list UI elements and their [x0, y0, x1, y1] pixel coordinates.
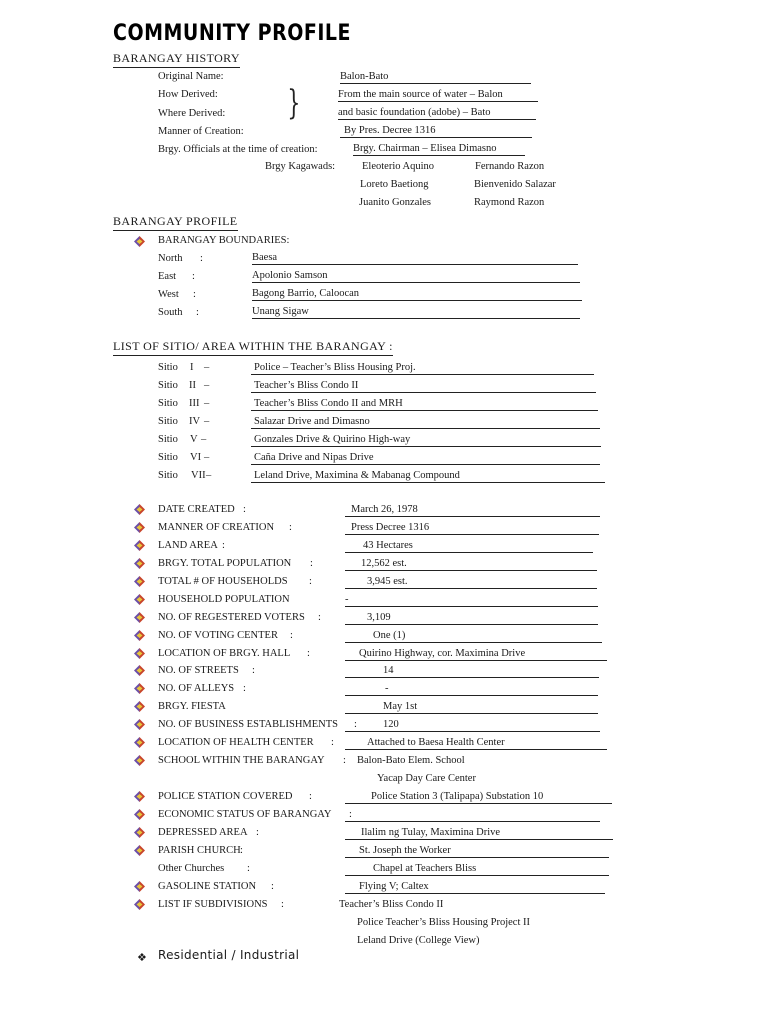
sitio-sep: –	[204, 398, 210, 409]
fact-label: MANNER OF CREATION	[158, 522, 275, 533]
fact-colon: :	[247, 863, 250, 874]
fact-value: St. Joseph the Worker	[345, 844, 609, 858]
fact-value: May 1st	[345, 700, 598, 714]
bullet-icon	[134, 630, 145, 641]
sitio-sep: –	[204, 380, 210, 391]
fact-value: 14	[345, 664, 599, 678]
fact-colon: :	[354, 719, 357, 730]
fact-label: HOUSEHOLD POPULATION	[158, 594, 290, 605]
kagawad-name: Juanito Gonzales	[359, 197, 432, 208]
fact-value: 12,562 est.	[345, 557, 597, 571]
boundaries-label: BARANGAY BOUNDARIES:	[158, 235, 290, 246]
fact-label: LIST IF SUBDIVISIONS	[158, 899, 268, 910]
sitio-label: Sitio	[158, 380, 178, 391]
page-title: COMMUNITY PROFILE	[113, 20, 351, 46]
sitio-value: Teacher’s Bliss Condo II	[251, 379, 596, 393]
history-label-officials: Brgy. Officials at the time of creation:	[158, 144, 318, 155]
boundary-value-west: Bagong Barrio, Caloocan	[252, 287, 582, 301]
boundary-value-south: Unang Sigaw	[252, 305, 580, 319]
sitio-value: Police – Teacher’s Bliss Housing Proj.	[251, 361, 594, 375]
fact-colon: :	[349, 809, 352, 820]
fact-label: PARISH CHURCH	[158, 845, 241, 856]
history-label-where-derived: Where Derived:	[158, 108, 226, 119]
brace-symbol: }	[287, 83, 301, 123]
sitio-value: Teacher’s Bliss Condo II and MRH	[251, 397, 598, 411]
sitio-label: Sitio	[158, 434, 178, 445]
sitio-number: II	[189, 380, 196, 391]
fact-value: Ilalim ng Tulay, Maximina Drive	[345, 826, 613, 840]
sitio-value: Salazar Drive and Dimasno	[251, 415, 600, 429]
fact-colon: :	[271, 881, 274, 892]
fact-label: GASOLINE STATION	[158, 881, 257, 892]
sitio-value: Leland Drive, Maximina & Mabanag Compound	[251, 469, 605, 483]
fact-value: One (1)	[345, 629, 602, 643]
boundary-value-north: Baesa	[252, 251, 578, 265]
bullet-icon	[134, 540, 145, 551]
fact-value-extra: Police Teacher’s Bliss Housing Project II	[357, 917, 530, 928]
fact-value-extra: Yacap Day Care Center	[377, 773, 476, 784]
sitio-value: Gonzales Drive & Quirino High-way	[251, 433, 601, 447]
kagawad-name: Loreto Baetiong	[360, 179, 429, 190]
bullet-icon	[134, 899, 145, 910]
fact-value: 120	[345, 718, 600, 732]
history-value-how-derived: From the main source of water – Balon	[338, 88, 538, 102]
bullet-icon	[134, 719, 145, 730]
fact-colon: :	[309, 576, 312, 587]
bullet-icon	[134, 504, 145, 515]
fact-colon: :	[309, 791, 312, 802]
fact-label: NO. OF STREETS	[158, 665, 239, 676]
final-item: Residential / Industrial	[158, 948, 300, 962]
bullet-icon	[134, 701, 145, 712]
sitio-sep: –	[204, 452, 210, 463]
sitio-sep: –	[201, 434, 207, 445]
bullet-icon	[134, 827, 145, 838]
fact-colon: :	[222, 540, 225, 551]
fact-label: SCHOOL WITHIN THE BARANGAY	[158, 755, 325, 766]
fact-value: Attached to Baesa Health Center	[345, 736, 607, 750]
sitio-number: V	[190, 434, 198, 445]
boundary-label-west: West	[158, 289, 179, 300]
history-label-original-name: Original Name:	[158, 71, 224, 82]
bullet-icon	[134, 558, 145, 569]
fact-label: BRGY. FIESTA	[158, 701, 226, 712]
bullet-icon	[134, 881, 145, 892]
bullet-icon	[134, 683, 145, 694]
sitio-label: Sitio	[158, 398, 178, 409]
bullet-icon	[134, 665, 145, 676]
fact-value: Press Decree 1316	[345, 521, 599, 535]
fact-value: -	[345, 593, 598, 607]
fact-label: LOCATION OF BRGY. HALL	[158, 648, 291, 659]
sitio-sep: –	[204, 362, 210, 373]
boundary-label-east: East	[158, 271, 177, 282]
fact-label: NO. OF BUSINESS ESTABLISHMENTS	[158, 719, 339, 730]
fact-colon: :	[307, 648, 310, 659]
fact-colon: :	[343, 755, 346, 766]
diamond-bullet-icon: ❖	[137, 951, 147, 964]
fact-colon: :	[243, 504, 246, 515]
sitio-sep: –	[206, 470, 212, 481]
history-label-how-derived: How Derived:	[158, 89, 218, 100]
bullet-icon	[134, 737, 145, 748]
fact-value: Teacher’s Bliss Condo II	[339, 899, 444, 910]
bullet-icon	[134, 522, 145, 533]
kagawad-name: Eleoterio Aquino	[362, 161, 435, 172]
boundary-value-east: Apolonio Samson	[252, 269, 580, 283]
sitio-label: Sitio	[158, 416, 178, 427]
section-heading-history: BARANGAY HISTORY	[113, 51, 240, 68]
fact-value: 43 Hectares	[345, 539, 593, 553]
sitio-number: IV	[189, 416, 201, 427]
fact-value: Quirino Highway, cor. Maximina Drive	[345, 647, 607, 661]
fact-value: March 26, 1978	[345, 503, 600, 517]
fact-value: -	[345, 682, 598, 696]
boundary-sep: :	[196, 307, 199, 318]
fact-label: POLICE STATION COVERED	[158, 791, 293, 802]
fact-label: LOCATION OF HEALTH CENTER	[158, 737, 314, 748]
section-heading-sitio: LIST OF SITIO/ AREA WITHIN THE BARANGAY :	[113, 339, 393, 356]
fact-label: ECONOMIC STATUS OF BARANGAY	[158, 809, 332, 820]
history-value-manner: By Pres. Decree 1316	[340, 124, 532, 138]
fact-label: Other Churches	[158, 863, 225, 874]
fact-value: 3,109	[345, 611, 598, 625]
bullet-icon	[134, 594, 145, 605]
fact-value: Balon-Bato Elem. School	[357, 755, 465, 766]
fact-value: Police Station 3 (Talipapa) Substation 10	[345, 790, 612, 804]
fact-label: NO. OF ALLEYS	[158, 683, 235, 694]
sitio-sep: –	[204, 416, 210, 427]
fact-colon: :	[290, 630, 293, 641]
fact-label: DEPRESSED AREA	[158, 827, 248, 838]
fact-colon: :	[281, 899, 284, 910]
fact-value	[345, 808, 600, 822]
bullet-icon	[134, 755, 145, 766]
fact-label: NO. OF REGESTERED VOTERS	[158, 612, 305, 623]
bullet-icon	[134, 809, 145, 820]
sitio-label: Sitio	[158, 470, 178, 481]
history-value-original-name: Balon-Bato	[340, 70, 531, 84]
history-value-where-derived: and basic foundation (adobe) – Bato	[338, 106, 536, 120]
bullet-icon	[134, 612, 145, 623]
fact-label: NO. OF VOTING CENTER	[158, 630, 278, 641]
fact-value: Flying V; Caltex	[345, 880, 605, 894]
bullet-icon	[134, 648, 145, 659]
bullet-icon	[134, 845, 145, 856]
boundary-sep: :	[193, 289, 196, 300]
bullet-icon	[134, 791, 145, 802]
sitio-number: VI	[190, 452, 202, 463]
fact-label: LAND AREA	[158, 540, 218, 551]
kagawad-name: Raymond Razon	[474, 197, 545, 208]
bullet-icon	[134, 576, 145, 587]
fact-colon: :	[289, 522, 292, 533]
sitio-label: Sitio	[158, 362, 178, 373]
kagawad-name: Bienvenido Salazar	[474, 179, 556, 190]
sitio-value: Caña Drive and Nipas Drive	[251, 451, 600, 465]
sitio-label: Sitio	[158, 452, 178, 463]
boundary-label-south: South	[158, 307, 183, 318]
fact-label: BRGY. TOTAL POPULATION	[158, 558, 292, 569]
history-label-manner: Manner of Creation:	[158, 126, 244, 137]
section-heading-profile: BARANGAY PROFILE	[113, 214, 238, 231]
boundary-label-north: North	[158, 253, 183, 264]
fact-colon: :	[256, 827, 259, 838]
fact-label: DATE CREATED	[158, 504, 235, 515]
fact-colon: :	[240, 845, 243, 856]
kagawads-label: Brgy Kagawads:	[265, 161, 336, 172]
sitio-number: I	[190, 362, 194, 373]
fact-colon: :	[318, 612, 321, 623]
fact-value-extra: Leland Drive (College View)	[357, 935, 480, 946]
kagawad-name: Fernando Razon	[475, 161, 545, 172]
fact-colon: :	[243, 683, 246, 694]
fact-colon: :	[252, 665, 255, 676]
fact-label: TOTAL # OF HOUSEHOLDS	[158, 576, 288, 587]
history-value-officials: Brgy. Chairman – Elisea Dimasno	[353, 142, 525, 156]
fact-colon: :	[331, 737, 334, 748]
boundary-sep: :	[200, 253, 203, 264]
boundary-sep: :	[192, 271, 195, 282]
sitio-number: VII	[191, 470, 206, 481]
fact-colon: :	[310, 558, 313, 569]
fact-value: 3,945 est.	[345, 575, 597, 589]
fact-value: Chapel at Teachers Bliss	[345, 862, 609, 876]
sitio-number: III	[189, 398, 200, 409]
bullet-icon	[134, 236, 145, 247]
